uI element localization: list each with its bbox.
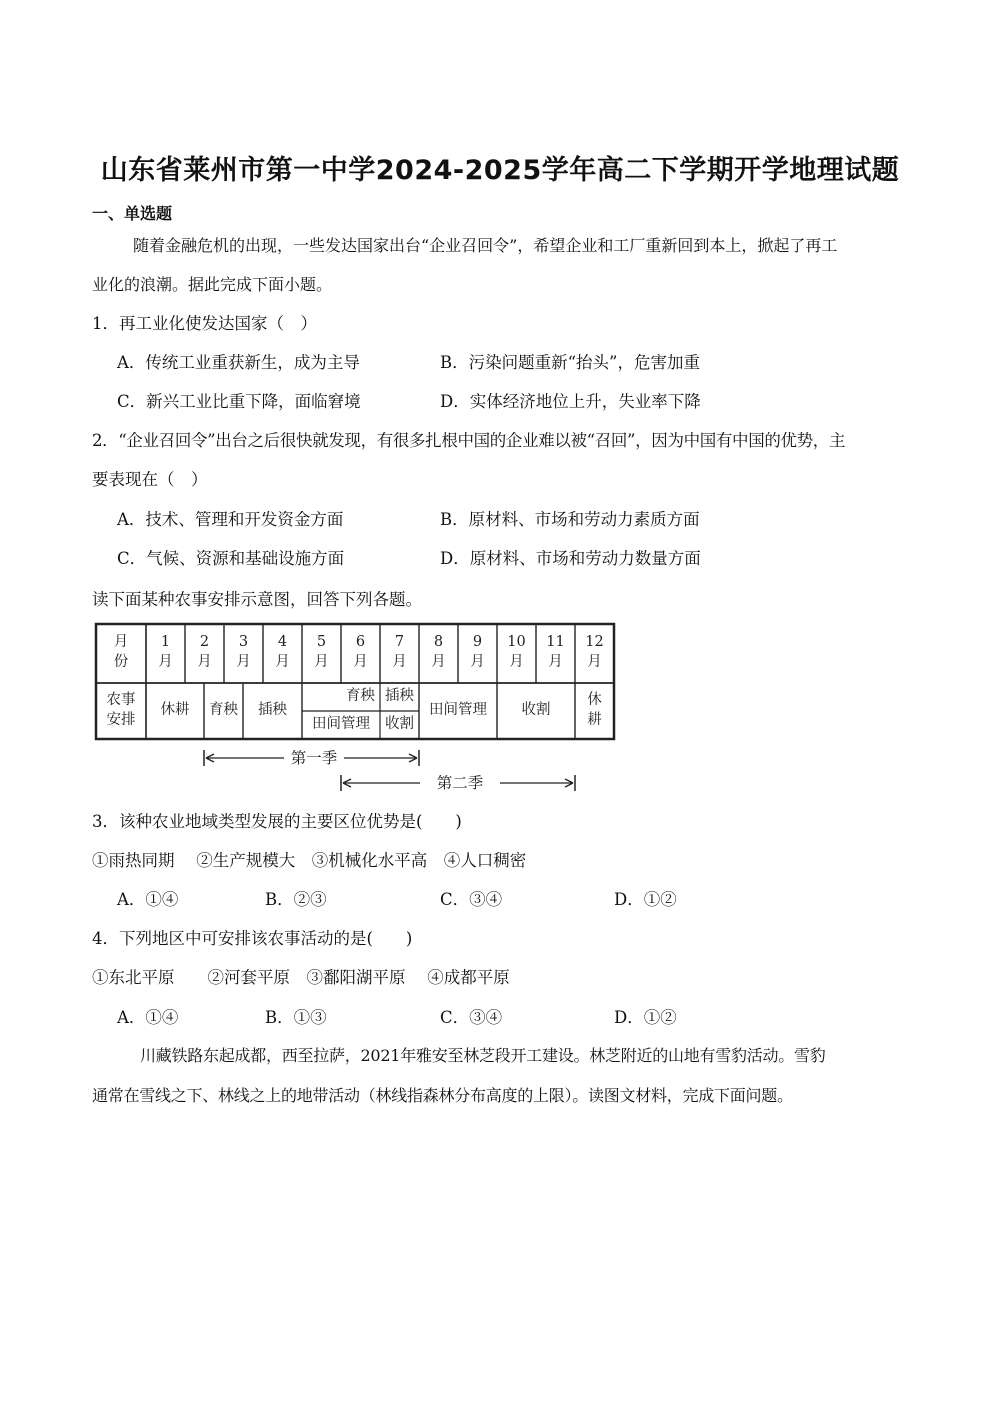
month-7: 7 月	[392, 634, 407, 670]
q3-option-d: D．①②	[614, 890, 677, 909]
section-heading: 一、单选题	[92, 204, 173, 223]
q2-stem-line2: 要表现在（ ）	[92, 470, 208, 489]
q1-stem: 1．再工业化使发达国家（ ）	[92, 314, 317, 333]
q2-stem-line1: 2．“企业召回令”出台之后很快就发现，有很多扎根中国的企业难以被“召回”，因为中国有中国的优势，主	[92, 431, 846, 450]
season-1-label: 第一季	[290, 749, 338, 767]
month-6: 6 月	[353, 634, 368, 670]
passage2-line1: 川藏铁路东起成都，西至拉萨，2021年雅安至林芝段开工建设。林芝附近的山地有雪豹活动。雪豹	[140, 1046, 826, 1065]
season-2-label: 第二季	[436, 774, 484, 792]
task-rest-2: 休 耕	[587, 692, 602, 728]
q4-items: ①东北平原 ②河套平原 ③鄱阳湖平原 ④成都平原	[92, 968, 510, 987]
task-harvest-1: 收割	[385, 716, 414, 732]
task-transplant-2: 插秧	[385, 688, 414, 704]
task-harvest-2: 收割	[521, 702, 551, 718]
q1-option-b: B．污染问题重新“抬头”，危害加重	[440, 353, 700, 372]
figure-intro: 读下面某种农事安排示意图，回答下列各题。	[92, 590, 422, 609]
task-transplant-1: 插秧	[258, 702, 287, 718]
q3-stem: 3．该种农业地域类型发展的主要区位优势是( )	[92, 812, 462, 831]
month-2: 2 月	[197, 634, 212, 670]
task-field-management-1: 田间管理	[312, 716, 370, 732]
q1-option-a: A．传统工业重获新生，成为主导	[117, 353, 360, 372]
month-4: 4 月	[275, 634, 290, 670]
passage1-line2: 业化的浪潮。据此完成下面小题。	[92, 275, 333, 294]
task-nursery-1: 育秧	[209, 702, 238, 718]
page-title: 山东省莱州市第一中学2024-2025学年高二下学期开学地理试题	[100, 155, 900, 186]
month-header: 月 份	[113, 634, 129, 670]
month-10: 10 月	[507, 634, 526, 670]
q2-option-b: B．原材料、市场和劳动力素质方面	[440, 510, 700, 529]
q4-stem: 4．下列地区中可安排该农事活动的是( )	[92, 929, 413, 948]
month-8: 8 月	[431, 634, 446, 670]
q2-option-c: C．气候、资源和基础设施方面	[117, 549, 345, 568]
passage2-line2: 通常在雪线之下、林线之上的地带活动（林线指森林分布高度的上限）。读图文材料，完成下面问题。	[92, 1086, 793, 1105]
q4-option-b: B．①③	[265, 1008, 327, 1027]
task-header: 农事 安排	[106, 692, 136, 728]
month-11: 11 月	[546, 634, 565, 670]
q4-option-c: C．③④	[440, 1008, 503, 1027]
task-field-management-2: 田间管理	[429, 702, 487, 718]
task-rest-1: 休耕	[160, 702, 190, 718]
month-5: 5 月	[314, 634, 329, 670]
month-9: 9 月	[470, 634, 485, 670]
q4-option-d: D．①②	[614, 1008, 677, 1027]
q3-option-c: C．③④	[440, 890, 503, 909]
passage1-line1: 随着金融危机的出现，一些发达国家出台“企业召回令”，希望企业和工厂重新回到本上，掀起了再工	[133, 236, 838, 255]
q3-option-a: A．①④	[117, 890, 179, 909]
q2-option-a: A．技术、管理和开发资金方面	[117, 510, 344, 529]
q4-option-a: A．①④	[117, 1008, 179, 1027]
month-12: 12 月	[585, 634, 604, 670]
q3-option-b: B．②③	[265, 890, 327, 909]
q2-option-d: D．原材料、市场和劳动力数量方面	[440, 549, 701, 568]
month-1: 1 月	[158, 634, 173, 670]
q1-option-c: C．新兴工业比重下降，面临窘境	[117, 392, 361, 411]
q1-option-d: D．实体经济地位上升，失业率下降	[440, 392, 701, 411]
q3-items: ①雨热同期 ②生产规模大 ③机械化水平高 ④人口稠密	[92, 851, 527, 870]
month-3: 3 月	[236, 634, 251, 670]
task-nursery-2: 育秧	[346, 688, 375, 704]
